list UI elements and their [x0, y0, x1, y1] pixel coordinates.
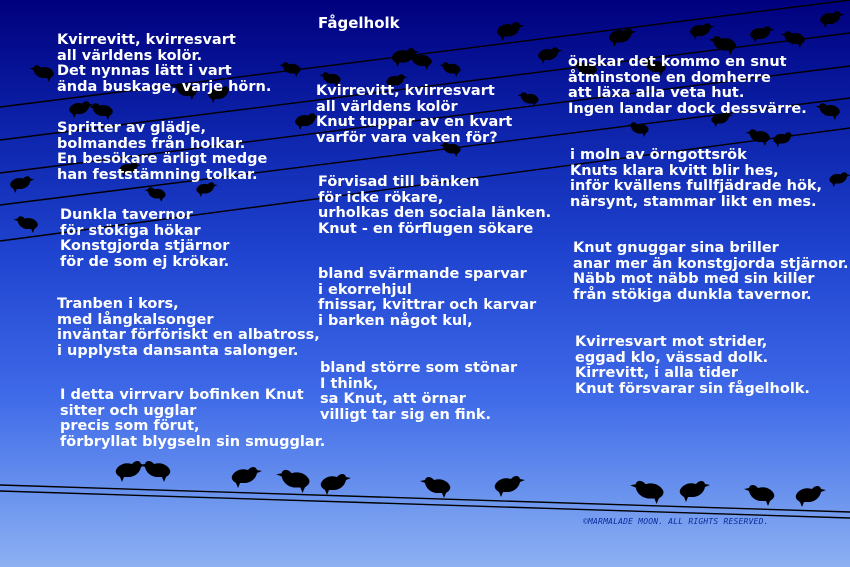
stanza-line: Tranben i kors, [57, 296, 179, 312]
bird-silhouette-icon [538, 47, 562, 64]
bird-silhouette-icon [497, 22, 524, 41]
stanza-10 [568, 55, 807, 117]
stanza-line: förbryllat blygseln sin smugglar. [60, 433, 326, 450]
stanza-9 [320, 361, 517, 423]
stanza-line: i barken något kul, [318, 312, 473, 329]
stanza-line: Knut tuppar av en kvart [316, 114, 513, 131]
stanza-2 [57, 121, 267, 183]
bird-silhouette-icon [10, 176, 34, 193]
stanza-line: i moln av örngottsrök [570, 147, 747, 163]
bird-silhouette-icon [14, 216, 38, 233]
stanza-line: villigt tar sig en fink. [320, 406, 492, 423]
stanza-line: i ekorrehjul [318, 281, 412, 298]
stanza-line: Konstgjorda stjärnor [60, 238, 230, 255]
stanza-line: Det nynnas lätt i vart [57, 63, 232, 80]
poem-title: Fågelholk [318, 14, 400, 32]
bird-silhouette-icon [709, 36, 736, 55]
stanza-4 [57, 297, 320, 359]
bird-silhouette-icon [196, 182, 217, 197]
stanza-line: bland större som stönar [320, 360, 518, 376]
wire-lower-2 [0, 491, 850, 518]
copyright-notice: ©MARMALADE MOON. ALL RIGHTS RESERVED. [583, 517, 769, 526]
stanza-line: Kirrevitt, i alla tider [575, 365, 739, 382]
stanza-line: Förvisad till bänken [318, 174, 480, 190]
stanza-line: eggad klo, vässad dolk. [575, 349, 769, 366]
bird-silhouette-icon [820, 11, 844, 28]
stanza-line: bland svärmande sparvar [318, 266, 527, 282]
stanza-line: ända buskage, varje hörn. [57, 78, 272, 95]
stanza-line: bolmandes från holkar. [57, 135, 246, 152]
stanza-line: Ingen landar dock dessvärre. [568, 100, 807, 117]
stanza-line: I think, [320, 375, 379, 392]
stanza-line: för icke rökare, [318, 189, 444, 206]
stanza-line: fnissar, kvittrar och karvar [318, 297, 537, 314]
stanza-6 [316, 84, 512, 146]
bird-silhouette-icon [744, 485, 774, 506]
stanza-line: all världens kolör. [57, 47, 203, 64]
stanza-5 [60, 388, 325, 450]
bird-silhouette-icon [680, 481, 710, 502]
bird-silhouette-icon [750, 26, 774, 43]
stanza-line: önskar det kommo en snut [568, 54, 787, 70]
bird-silhouette-icon [69, 101, 93, 118]
stanza-line: I detta virrvarv bofinken Knut [60, 387, 304, 403]
stanza-line: han feststämning tolkar. [57, 166, 258, 183]
stanza-line: Näbb mot näbb med sin killer [573, 271, 815, 288]
bird-silhouette-icon [781, 31, 805, 48]
bird-silhouette-icon [627, 122, 648, 137]
bird-silhouette-icon [796, 486, 826, 507]
stanza-line: Kvirrevitt, kvirresvart [57, 32, 236, 48]
stanza-7 [318, 175, 551, 237]
bird-silhouette-icon [746, 129, 770, 146]
bird-silhouette-icon [116, 461, 146, 482]
stanza-line: från stökiga dunkla tavernor. [573, 286, 812, 303]
stanza-line: inför kvällens fullfjädrade hök, [570, 178, 823, 195]
bird-silhouette-icon [140, 461, 170, 482]
stanza-12 [573, 241, 849, 303]
stanza-line: Kvirresvart mot strider, [575, 334, 768, 350]
stanza-11 [570, 148, 822, 210]
stanza-line: inväntar förföriskt en albatross, [57, 327, 320, 344]
bird-silhouette-icon [630, 481, 663, 504]
stanza-line: med långkalsonger [57, 311, 214, 328]
stanza-3 [60, 208, 229, 270]
stanza-line: anar mer än konstgjorda stjärnor. [573, 255, 849, 272]
stanza-line: urholkas den sociala länken. [318, 205, 552, 222]
stanza-line: Knuts klara kvitt blir hes, [570, 162, 779, 179]
stanza-line: precis som förut, [60, 418, 200, 435]
bird-silhouette-icon [279, 62, 300, 77]
bird-silhouette-icon [144, 187, 165, 202]
stanza-line: En besökare ärligt medge [57, 151, 268, 168]
bird-silhouette-icon [816, 103, 840, 120]
stanza-line: sa Knut, att örnar [320, 391, 466, 408]
stanza-line: all världens kolör [316, 98, 458, 115]
stanza-line: närsynt, stammar likt en mes. [570, 193, 817, 210]
bird-silhouette-icon [609, 28, 636, 47]
bird-silhouette-icon [232, 467, 262, 488]
stanza-line: för stökiga hökar [60, 222, 201, 239]
stanza-line: Kvirrevitt, kvirresvart [316, 83, 495, 99]
stanza-1 [57, 33, 271, 95]
bird-silhouette-icon [829, 172, 850, 187]
stanza-line: varför vara vaken för? [316, 129, 498, 146]
stanza-line: Dunkla tavernor [60, 207, 193, 223]
stanza-13 [575, 335, 810, 397]
stanza-line: Knut gnuggar sina briller [573, 240, 779, 256]
bird-silhouette-icon [276, 470, 309, 493]
bird-silhouette-icon [321, 474, 351, 495]
stanza-line: för de som ej krökar. [60, 253, 230, 270]
stanza-line: Knut - en förflugen sökare [318, 220, 534, 237]
bird-silhouette-icon [517, 92, 538, 107]
stanza-line: sitter och ugglar [60, 402, 197, 419]
bird-silhouette-icon [773, 132, 794, 147]
bird-silhouette-icon [408, 53, 432, 70]
stanza-line: åtminstone en domherre [568, 69, 771, 86]
wire-lower-1 [0, 485, 850, 512]
bird-silhouette-icon [89, 103, 113, 120]
bird-silhouette-icon [30, 65, 54, 82]
bird-silhouette-icon [420, 477, 450, 498]
stanza-8 [318, 267, 536, 329]
bird-silhouette-icon [439, 62, 460, 77]
bird-silhouette-icon [690, 23, 714, 40]
bird-silhouette-icon [495, 476, 525, 497]
stanza-line: i upplysta dansanta salonger. [57, 342, 299, 359]
stanza-line: att läxa alla veta hut. [568, 85, 745, 102]
stanza-line: Knut försvarar sin fågelholk. [575, 380, 810, 397]
stanza-line: Spritter av glädje, [57, 120, 206, 136]
